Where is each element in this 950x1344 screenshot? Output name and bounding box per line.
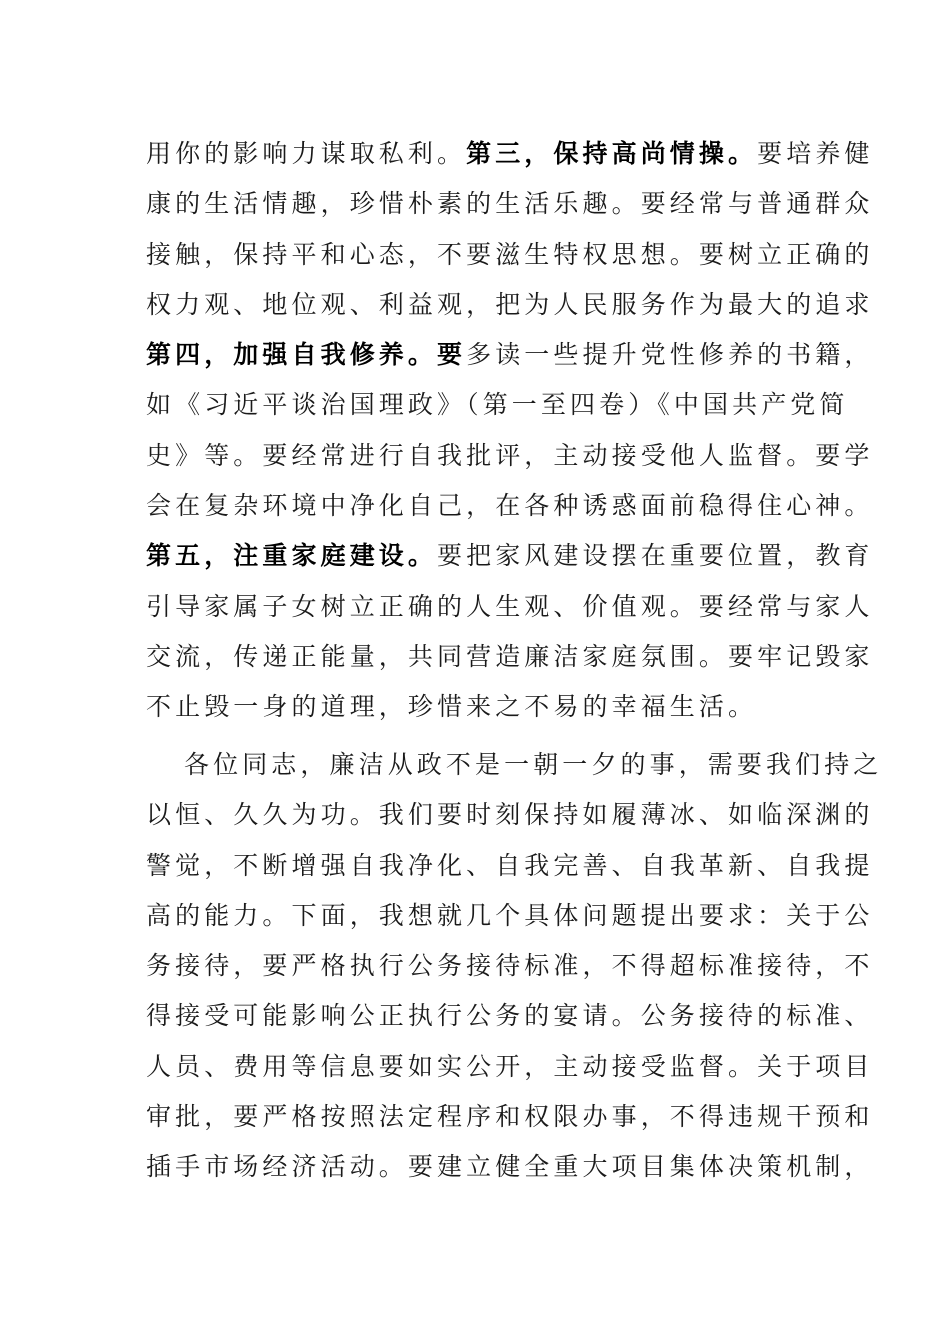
paragraph-1 [146,129,874,733]
text-line [146,330,874,380]
text-line: 插手市场经济活动。要建立健全重大项目集体决策机制， [146,1152,874,1182]
text-line [146,230,874,280]
text-run: 要把家风建设摆在重要位置，教育 [437,541,874,571]
text-line [146,582,874,632]
text-line [146,431,874,481]
text-line: 高的能力。下面，我想就几个具体问题提出要求：关于公 [146,900,874,930]
text-line: 得接受可能影响公正执行公务的宴请。公务接待的标准、 [146,1001,874,1031]
text-run: 不止毁一身的道理，珍惜来之不易的幸福生活。 [146,692,758,722]
paragraph-2 [146,740,883,1193]
text-line: 审批，要严格按照法定程序和权限办事，不得违规干预和 [146,1102,874,1132]
text-line: 人员、费用等信息要如实公开，主动接受监督。关于项目 [146,1051,874,1081]
text-line [146,632,874,682]
text-run: 接触，保持平和心态，不要滋生特权思想。要树立正确的 [146,239,874,269]
text-run: 交流，传递正能量，共同营造廉洁家庭氛围。要牢记毁家 [146,641,874,671]
text-run: 要培养健 [757,139,874,168]
text-line [146,179,874,229]
text-line [146,380,849,430]
text-line: 各位同志，廉洁从政不是一朝一夕的事，需要我们持之 [184,750,883,779]
text-run: 史》等。要经常进行自我批评，主动接受他人监督。要学 [146,440,874,470]
text-run: 权力观、地位观、利益观，把为人民服务作为最大的追求 [146,289,874,319]
text-line [146,682,806,732]
text-line: 警觉，不断增强自我净化、自我完善、自我革新、自我提 [146,850,874,880]
text-line [146,280,874,330]
text-line [146,531,874,581]
text-line: 以恒、久久为功。我们要时刻保持如履薄冰、如临深渊的 [146,800,874,830]
text-line [146,481,874,531]
text-run: 会在复杂环境中净化自己，在各种诱惑面前稳得住心神。 [146,491,874,521]
text-line: 务接待，要严格执行公务接待标准，不得超标准接待，不 [146,951,874,981]
heading-fourth: 第四，加强自我修养。要 [146,340,467,370]
text-run: 多读一些提升党性修养的书籍， [466,340,874,370]
text-run: 康的生活情趣，珍惜朴素的生活乐趣。要经常与普通群众 [146,189,874,219]
text-line [146,129,874,179]
heading-third: 第三，保持高尚情操。 [466,139,758,168]
text-run: 用你的影响力谋取私利。 [146,139,467,168]
text-run: 引导家属子女树立正确的人生观、价值观。要经常与家人 [146,591,874,621]
text-run: 如《习近平谈治国理政》（第一至四卷）《中国共产党简 [146,390,849,420]
heading-fifth: 第五，注重家庭建设。 [146,541,438,571]
